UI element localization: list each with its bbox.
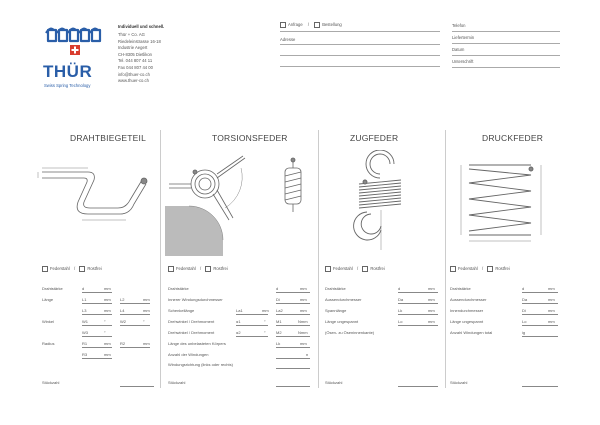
s2-code: d bbox=[276, 286, 279, 291]
s2-stueckzahl-field[interactable] bbox=[276, 386, 310, 387]
adresse-line-2[interactable] bbox=[280, 55, 440, 56]
s4-field[interactable] bbox=[522, 325, 558, 326]
section-divider bbox=[160, 130, 161, 388]
s2-row-label: Innerer Windungsdurchmesser bbox=[168, 297, 223, 302]
s1-field[interactable] bbox=[82, 336, 112, 337]
s1-code: R3 bbox=[82, 352, 88, 357]
s3-field[interactable] bbox=[398, 325, 438, 326]
s1-field[interactable] bbox=[120, 303, 150, 304]
s3-row-label: Spannlänge bbox=[325, 308, 347, 313]
s3-material: Federstahl / Rostfrei bbox=[325, 266, 385, 272]
s3-code: Lo bbox=[398, 319, 403, 324]
s1-code: L2 bbox=[120, 297, 125, 302]
s2-code: La1 bbox=[236, 308, 243, 313]
s3-unit: mm bbox=[428, 286, 435, 291]
s2-stueckzahl-label: Stückzahl bbox=[168, 380, 186, 385]
s4-rostfrei-label: Rostfrei bbox=[495, 266, 510, 272]
s1-row-label: Radius bbox=[42, 341, 55, 346]
s2-federstahl-label: Federstahl bbox=[176, 266, 196, 272]
s1-unit: mm bbox=[143, 297, 150, 302]
s3-field[interactable] bbox=[398, 314, 438, 315]
address-line: Tel. 044 807 44 11 bbox=[118, 58, 153, 64]
anfrage-label: Anfrage bbox=[288, 22, 303, 28]
s2-unit: ° bbox=[264, 330, 266, 335]
s1-federstahl-checkbox[interactable] bbox=[42, 266, 48, 272]
s2-code: Lk bbox=[276, 341, 281, 346]
address-line: Riedeleinstrasse 16-18 bbox=[118, 38, 161, 44]
s1-row-label: Länge bbox=[42, 297, 54, 302]
s1-unit: ° bbox=[104, 330, 106, 335]
anfrage-checkbox[interactable] bbox=[280, 22, 286, 28]
brand-name: THÜR bbox=[43, 62, 93, 81]
s3-unit: mm bbox=[428, 319, 435, 324]
s2-code: M2 bbox=[276, 330, 282, 335]
slogan: Individuell und schnell. bbox=[118, 24, 165, 29]
s1-field[interactable] bbox=[82, 292, 112, 293]
s2-field[interactable] bbox=[276, 292, 310, 293]
torsionsfeder-drawing bbox=[165, 148, 315, 256]
company-address bbox=[118, 32, 161, 85]
s1-unit: mm bbox=[104, 341, 111, 346]
s4-code: d bbox=[522, 286, 525, 291]
s2-code: α2 bbox=[236, 330, 241, 335]
s4-unit: mm bbox=[548, 319, 555, 324]
section-title-druckfeder: DRUCKFEDER bbox=[482, 133, 544, 143]
s2-material: Federstahl / Rostfrei bbox=[168, 266, 228, 272]
s2-field[interactable] bbox=[276, 336, 310, 337]
s2-field[interactable] bbox=[276, 358, 310, 359]
s1-rostfrei-label: Rostfrei bbox=[87, 266, 102, 272]
s4-stueckzahl-field[interactable] bbox=[522, 386, 558, 387]
s3-unit: mm bbox=[428, 297, 435, 302]
s1-row bbox=[42, 319, 54, 325]
s4-unit: mm bbox=[548, 286, 555, 291]
s3-code: Lk bbox=[398, 308, 403, 313]
address-line: Thür + Co. AG bbox=[118, 32, 145, 37]
s1-unit: mm bbox=[104, 352, 111, 357]
order-sep: / bbox=[307, 22, 310, 28]
section-title-drahtbiegeteil: DRAHTBIEGETEIL bbox=[70, 133, 147, 143]
s1-unit: ° bbox=[143, 319, 145, 324]
s4-code: Di bbox=[522, 308, 526, 313]
s4-code: Da bbox=[522, 297, 528, 302]
s4-stueckzahl-label: Stückzahl bbox=[450, 380, 468, 385]
s1-row bbox=[42, 341, 54, 347]
s1-row-label: Drahtstärke bbox=[42, 286, 63, 291]
s1-unit: mm bbox=[104, 308, 111, 313]
section-title-torsionsfeder: TORSIONSFEDER bbox=[212, 133, 288, 143]
s4-federstahl-label: Federstahl bbox=[458, 266, 478, 272]
s3-federstahl-checkbox[interactable] bbox=[325, 266, 331, 272]
s2-field[interactable] bbox=[276, 325, 310, 326]
s2-rostfrei-label: Rostfrei bbox=[213, 266, 228, 272]
s2-code: Di bbox=[276, 297, 280, 302]
s1-code: R2 bbox=[120, 341, 126, 346]
s2-field[interactable] bbox=[276, 314, 310, 315]
unterschrift-line[interactable] bbox=[452, 67, 560, 68]
s2-unit: mm bbox=[300, 286, 307, 291]
s4-unit: mm bbox=[548, 297, 555, 302]
telefon-line[interactable] bbox=[452, 31, 560, 32]
s4-code: ig bbox=[522, 330, 526, 335]
s2-field[interactable] bbox=[236, 314, 268, 315]
datum-line[interactable] bbox=[452, 55, 560, 56]
s1-code: d bbox=[82, 286, 85, 291]
s4-row-label: Länge ungespannt bbox=[450, 319, 484, 324]
druckfeder-drawing bbox=[455, 155, 550, 245]
s4-row-label: Aussendurchmesser bbox=[450, 297, 487, 302]
s4-row-label: Innendurchmesser bbox=[450, 308, 484, 313]
s4-unit: mm bbox=[548, 308, 555, 313]
s4-rostfrei-checkbox[interactable] bbox=[487, 266, 493, 272]
s1-field[interactable] bbox=[120, 325, 150, 326]
liefertermin-line[interactable] bbox=[452, 43, 560, 44]
s1-field[interactable] bbox=[82, 325, 112, 326]
bestellung-label: Bestellung bbox=[322, 22, 342, 28]
adresse-label: Adresse bbox=[280, 37, 296, 42]
s2-row-label: Länge des unbelasteten Körpers bbox=[168, 341, 226, 346]
s2-unit: Nmm bbox=[298, 330, 308, 335]
s4-federstahl-checkbox[interactable] bbox=[450, 266, 456, 272]
s3-field[interactable] bbox=[398, 292, 438, 293]
section-title-zugfeder: ZUGFEDER bbox=[350, 133, 399, 143]
s2-unit: mm bbox=[300, 308, 307, 313]
s2-field[interactable] bbox=[236, 325, 268, 326]
liefertermin-label: Liefertermin bbox=[452, 35, 475, 40]
s3-stueckzahl-label: Stückzahl bbox=[325, 380, 343, 385]
s2-row-label: Drehwinkel / Drehmoment bbox=[168, 330, 215, 335]
s3-rostfrei-label: Rostfrei bbox=[370, 266, 385, 272]
s4-material: Federstahl / Rostfrei bbox=[450, 266, 510, 272]
s2-federstahl-checkbox[interactable] bbox=[168, 266, 174, 272]
adresse-line-3[interactable] bbox=[280, 66, 440, 67]
s4-field[interactable] bbox=[522, 303, 558, 304]
unterschrift-label: Unterschrift bbox=[452, 59, 474, 64]
s1-unit: ° bbox=[104, 319, 106, 324]
s1-row bbox=[42, 297, 53, 303]
s2-unit: mm bbox=[300, 341, 307, 346]
order-type-row bbox=[280, 22, 342, 28]
s1-unit: mm bbox=[143, 341, 150, 346]
address-line: Fax 044 807 44 00 bbox=[118, 64, 153, 70]
s2-row-label: Drehwinkel / Drehmoment bbox=[168, 319, 215, 324]
s2-row-label: Anzahl der Windungen bbox=[168, 352, 209, 357]
s1-stueckzahl-field[interactable] bbox=[120, 386, 154, 387]
s1-code: L4 bbox=[120, 308, 125, 313]
s1-code: L3 bbox=[82, 308, 87, 313]
s1-code: R1 bbox=[82, 341, 88, 346]
section-divider bbox=[318, 130, 319, 388]
s1-field[interactable] bbox=[82, 347, 112, 348]
s2-field[interactable] bbox=[276, 347, 310, 348]
s1-unit: mm bbox=[104, 297, 111, 302]
section-divider bbox=[445, 130, 446, 388]
bestellung-checkbox[interactable] bbox=[314, 22, 320, 28]
s1-row bbox=[42, 286, 63, 292]
s1-code: L1 bbox=[82, 297, 87, 302]
s1-unit: mm bbox=[143, 308, 150, 313]
s2-field[interactable] bbox=[276, 303, 310, 304]
s2-code: M1 bbox=[276, 319, 282, 324]
s1-code: W1 bbox=[82, 319, 88, 324]
s4-row-label: Anzahl Windungen total bbox=[450, 330, 493, 335]
s4-row-label: Drahtstärke bbox=[450, 286, 471, 291]
s1-material: Federstahl / Rostfrei bbox=[42, 266, 102, 272]
s2-row-label: Schenkellänge bbox=[168, 308, 195, 313]
s3-row-label: Aussendurchmesser bbox=[325, 297, 362, 302]
s1-rostfrei-checkbox[interactable] bbox=[79, 266, 85, 272]
s3-stueckzahl-field[interactable] bbox=[398, 386, 438, 387]
s1-field[interactable] bbox=[120, 347, 150, 348]
s2-field[interactable] bbox=[236, 336, 268, 337]
adresse-line-1[interactable] bbox=[280, 44, 440, 45]
brand-tagline: Swiss Spring Technology bbox=[44, 83, 91, 88]
s2-unit: n bbox=[306, 352, 309, 357]
s2-row-label: Drahtstärke bbox=[168, 286, 189, 291]
s1-field[interactable] bbox=[82, 314, 112, 315]
s1-federstahl-label: Federstahl bbox=[50, 266, 70, 272]
s3-unit: mm bbox=[428, 308, 435, 313]
s3-code: d bbox=[398, 286, 401, 291]
s1-field[interactable] bbox=[82, 303, 112, 304]
zugfeder-drawing bbox=[345, 150, 415, 260]
s1-field[interactable] bbox=[82, 358, 112, 359]
s1-code: W3 bbox=[82, 330, 88, 335]
s1-row-label: Winkel bbox=[42, 319, 55, 324]
address-line: Industrie Aegert bbox=[118, 45, 148, 51]
s3-row-label: (Ösen- zu Öseninnenkante) bbox=[325, 330, 375, 335]
s2-unit: mm bbox=[300, 297, 307, 302]
s1-unit: mm bbox=[104, 286, 111, 291]
s3-field[interactable] bbox=[398, 303, 438, 304]
s2-rostfrei-checkbox[interactable] bbox=[205, 266, 211, 272]
address-line: CH-8305 Dietlikon bbox=[118, 51, 152, 57]
s3-row-label: Länge ungespannt bbox=[325, 319, 359, 324]
s4-field[interactable] bbox=[522, 336, 558, 337]
s2-code: α1 bbox=[236, 319, 241, 324]
s2-unit: mm bbox=[262, 308, 269, 313]
s4-field[interactable] bbox=[522, 292, 558, 293]
s3-federstahl-label: Federstahl bbox=[333, 266, 353, 272]
s3-rostfrei-checkbox[interactable] bbox=[362, 266, 368, 272]
s3-row-label: Drahtstärke bbox=[325, 286, 346, 291]
s4-field[interactable] bbox=[522, 314, 558, 315]
s2-unit: Nmm bbox=[298, 319, 308, 324]
s1-field[interactable] bbox=[120, 314, 150, 315]
s3-code: Da bbox=[398, 297, 404, 302]
s1-stueckzahl-label: Stückzahl bbox=[42, 380, 60, 385]
s2-row-label: Windungsrichtung (links oder rechts) bbox=[168, 362, 233, 367]
address-line: info@thuer-co.ch bbox=[118, 71, 150, 77]
address-line: www.thuer-co.ch bbox=[118, 78, 149, 84]
s1-code: W2 bbox=[120, 319, 126, 324]
s4-code: Lo bbox=[522, 319, 527, 324]
order-type-line bbox=[280, 31, 440, 32]
s2-field[interactable] bbox=[276, 368, 310, 369]
telefon-label: Telefon bbox=[452, 23, 466, 28]
datum-label: Datum bbox=[452, 47, 465, 52]
s2-unit: ° bbox=[264, 319, 266, 324]
drahtbiegeteil-drawing bbox=[30, 150, 155, 230]
s2-code: La2 bbox=[276, 308, 283, 313]
